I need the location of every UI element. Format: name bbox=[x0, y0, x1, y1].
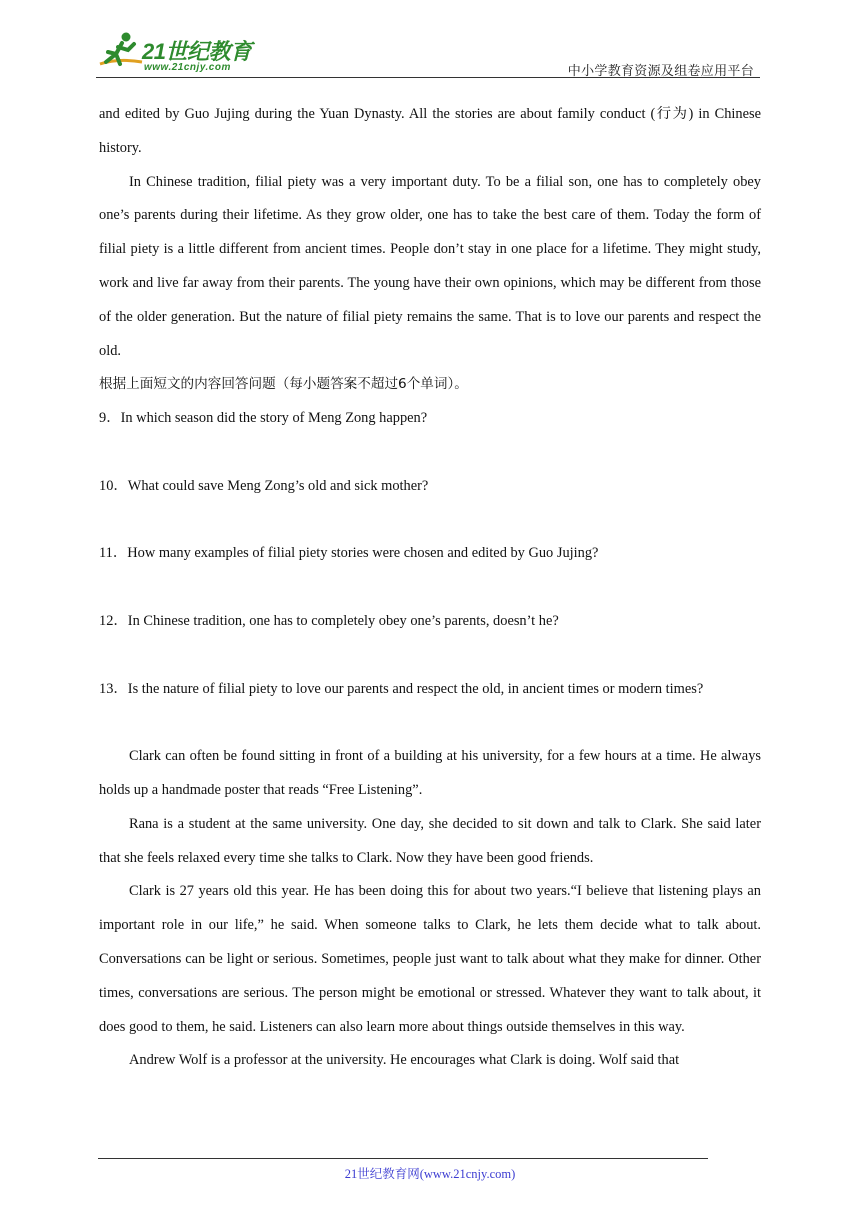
logo-url-text: www.21cnjy.com bbox=[144, 62, 231, 73]
instruction-text: 根据上面短文的内容回答问题（每小题答案不超过6个单词）。 bbox=[99, 376, 468, 393]
header-divider bbox=[96, 77, 760, 78]
question-item bbox=[99, 537, 761, 605]
passage1-paragraph: In Chinese tradition, filial piety was a very important duty. To be a filial son, one has to completely obey one’s parents during their lifetime. As they grow older, one has to take the best care of them. Today the form of filial piety is a little different from ancient times. People don’t stay in one place for a lifetime. They might study, work and live far away from their parents. The young have their own opinions, which may be different from those of the older generation. But the nature of filial piety remains the same. That is to love our parents and respect the old. bbox=[99, 173, 761, 359]
question-text: 9．In which season did the story of Meng Zong happen? bbox=[99, 410, 428, 427]
page-header bbox=[96, 28, 760, 78]
question-text: 13．Is the nature of filial piety to love our parents and respect the old, in ancient times or modern times? bbox=[99, 680, 704, 697]
logo bbox=[96, 30, 266, 76]
question-text: 11．How many examples of filial piety stories were chosen and edited by Guo Jujing? bbox=[99, 545, 599, 562]
question-text: 12．In Chinese tradition, one has to completely obey one’s parents, doesn’t he? bbox=[99, 612, 559, 629]
question-item bbox=[99, 470, 761, 538]
question-item bbox=[99, 402, 761, 470]
runner-icon bbox=[96, 30, 146, 76]
question-item bbox=[99, 673, 761, 741]
passage2-paragraph: Rana is a student at the same university. One day, she decided to sit down and talk to Clark. She said later that she feels relaxed every time she talks to Clark. Now they have been good friends. bbox=[99, 815, 761, 866]
passage2-paragraph: Clark is 27 years old this year. He has been doing this for about two years.“I believe that listening plays an important role in our life,” he said. When someone talks to Clark, he lets them decide what to talk about. Conversations can be light or serious. Sometimes, people just want to talk about what they make for dinner. Other times, conversations are serious. The person might be emotional or stressed. Whatever they want to talk about, it does good to them, he said. Listeners can also learn more about things outside themselves in this way. bbox=[99, 883, 761, 1035]
platform-label: 中小学教育资源及组卷应用平台 bbox=[567, 64, 754, 79]
footer-divider bbox=[98, 1158, 708, 1159]
question-text: 10．What could save Meng Zong’s old and sick mother? bbox=[99, 477, 429, 494]
passage1-paragraph: and edited by Guo Jujing during the Yuan Dynasty. All the stories are about family conduct (行为) in Chinese history. bbox=[99, 106, 761, 156]
footer-text: 21世纪教育网(www.21cnjy.com) bbox=[344, 1167, 516, 1181]
logo-main-text: 21世纪教育 bbox=[142, 39, 252, 64]
question-item bbox=[99, 605, 761, 673]
passage2-paragraph: Clark can often be found sitting in front of a building at his university, for a few hours at a time. He always holds up a handmade poster that reads “Free Listening”. bbox=[99, 748, 761, 798]
passage2-paragraph: Andrew Wolf is a professor at the university. He encourages what Clark is doing. Wolf said that bbox=[129, 1052, 680, 1069]
document-body bbox=[99, 98, 761, 1078]
